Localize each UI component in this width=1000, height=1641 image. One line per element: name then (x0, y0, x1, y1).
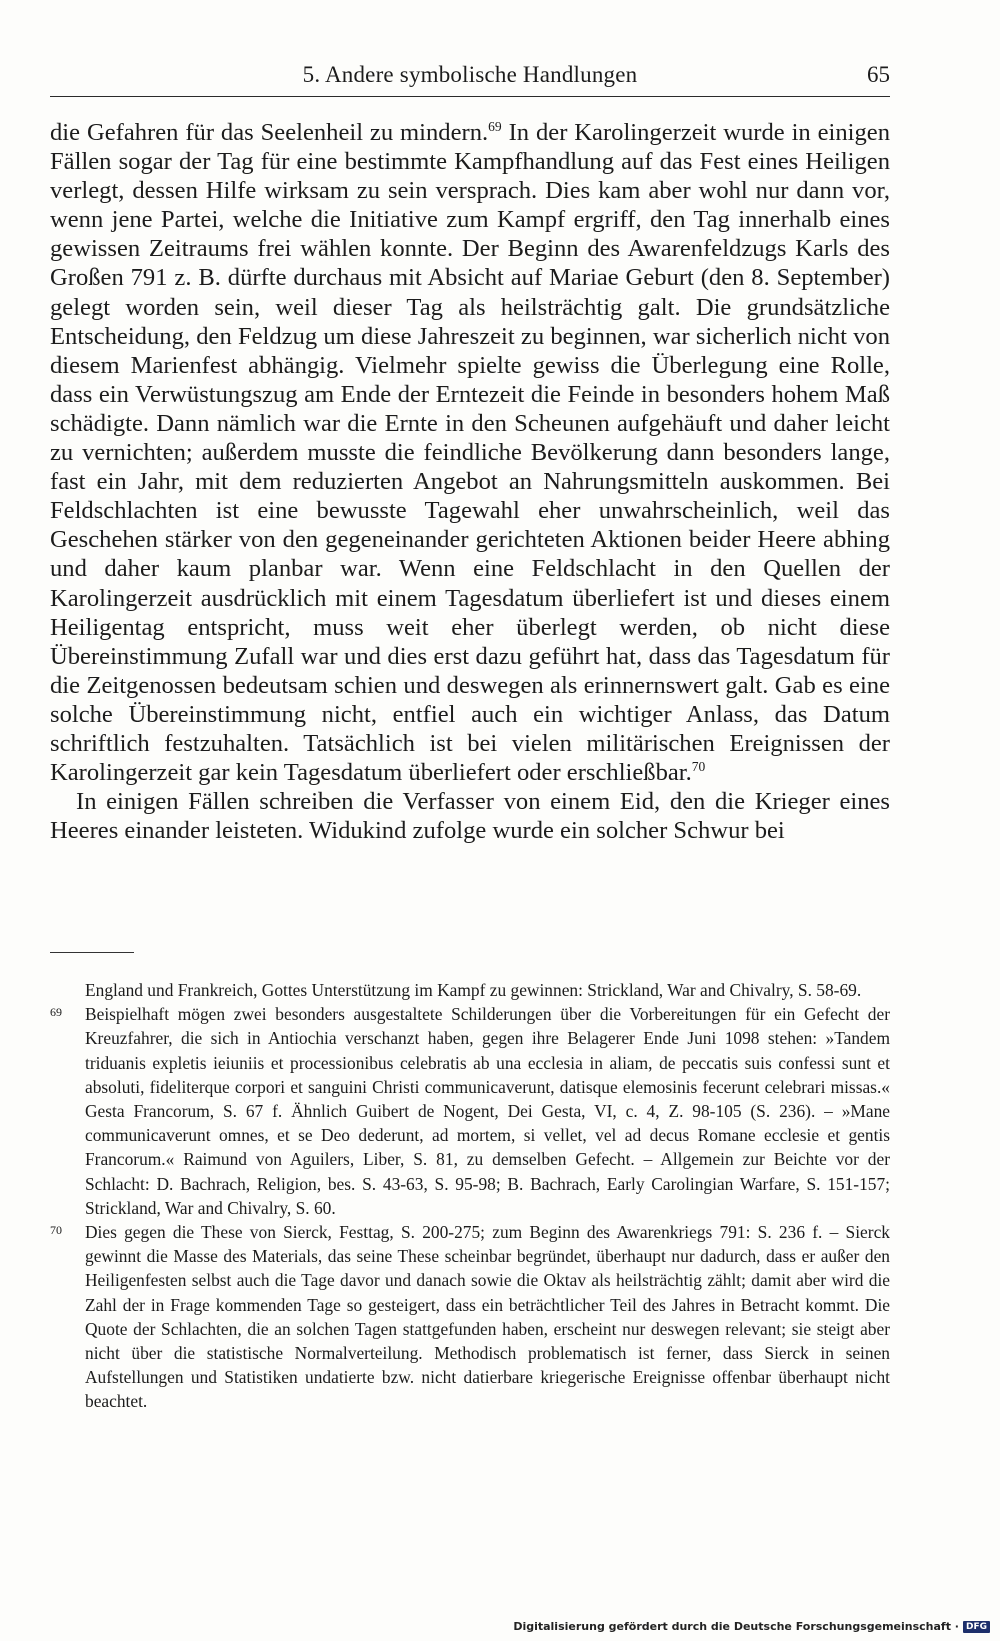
credit-text: Digitalisierung gefördert durch die Deutsche Forschungsgemeinschaft · (513, 1620, 959, 1633)
running-head (50, 62, 890, 97)
footnote-text: Dies gegen die These von Sierck, Festtag, S. 200-275; zum Beginn des Awarenkriegs 791: S. 236 f. – Sierck gewinnt die Masse des Materials, das seine These scheinbar begründet, überhaupt nur dadurch, dass er außer den Heiligenfesten selbst auch die Tage davor und danach sowie die Oktav als heilsträchtig zählt; damit aber wird die Zahl der in Frage kommenden Tage so gesteigert, dass ein beträchtlicher Teil des Jahres in Betracht kommt. Die Quote der Schlachten, die an solchen Tagen stattgefunden haben, erscheint nur deswegen relevant; sie steigt aber nicht über die statistische Normalverteilung. Methodisch problematisch ist ferner, dass Sierck in seinen Aufstellungen und Statistiken undatierte bzw. nicht datierbare kriegerische Ereignisse offenbar überhaupt nicht beachtet. (85, 1222, 890, 1412)
footnote-70 (50, 1220, 890, 1414)
footnote-separator (50, 952, 134, 953)
main-text (50, 118, 890, 845)
footnote-69 (50, 1002, 890, 1220)
footnote-text: Beispielhaft mögen zwei besonders ausgestaltete Schilderungen über die Vorbereitungen für ein Gefecht der Kreuzfahrer, die sich in Antiochia verschanzt haben, gegen ihre Belagerer Ende Juni 1098 stehen: »Tandem triduanis expletis ieiuniis et processionibus celebratis ab una ecclesia in aliam, de peccatis suis confessi sunt et absoluti, fideliterque corpori et sanguini Christi communicaverunt, datisque elemosinis fecerunt celebrari missas.« Gesta Francorum, S. 67 f. Ähnlich Guibert de Nogent, Dei Gesta, VI, c. 4, Z. 98-105 (S. 236). – »Mane communicaverunt omnes, et se Deo dederunt, ad mortem, si vellet, vel ad decus Romane ecclesie et gentis Francorum.« Raimund von Aguilers, Liber, S. 81, zu demselben Gefecht. – Allgemein zur Beichte vor der Schlacht: D. Bachrach, Religion, bes. S. 43-63, S. 95-98; B. Bachrach, Early Carolingian Warfare, S. 151-157; Strickland, War and Chivalry, S. 60. (85, 1004, 890, 1218)
footnote-continuation: England und Frankreich, Gottes Unterstützung im Kampf zu gewinnen: Strickland, War and Chivalry, S. 58-69. (85, 980, 862, 1000)
dfg-logo-icon: DFG (963, 1621, 990, 1633)
paragraph-text: In einigen Fällen schreiben die Verfasser von einem Eid, den die Krieger eines Heeres einander leisteten. Widukind zufolge wurde ein solcher Schwur bei (50, 788, 890, 845)
section-title: 5. Andere symbolische Handlungen (302, 62, 638, 87)
footnote-ref-69: 69 (488, 119, 502, 135)
page-number: 65 (867, 62, 890, 87)
paragraph-text: die Gefahren für das Seelenheil zu mindern. (50, 119, 489, 146)
footnote-number: 69 (50, 1005, 62, 1020)
digitization-credit (513, 1620, 990, 1633)
footnote-number: 70 (50, 1223, 62, 1238)
footnote-ref-70: 70 (691, 759, 706, 775)
paragraph-text: In der Karolingerzeit wurde in einigen Fällen sogar der Tag für eine bestimmte Kampfhandlung auf das Fest eines Heiligen verlegt, dessen Hilfe wirksam zu sein versprach. Dies kam aber wohl nur dann vor, wenn jene Partei, welche die Initiative zum Kampf ergriff, den Tag innerhalb eines gewissen Zeitraums frei wählen konnte. Der Beginn des Awarenfeldzugs Karls des Großen 791 z. B. dürfte durchaus mit Absicht auf Mariae Geburt (den 8. September) gelegt worden sein, weil dieser Tag als heilsträchtig galt. Die grundsätzliche Entscheidung, den Feldzug um diese Jahreszeit zu beginnen, war sicherlich nicht von diesem Marienfest abhängig. Vielmehr spielte gewiss die Überlegung eine Rolle, dass ein Verwüstungszug am Ende der Erntezeit die Feinde in besonders hohem Maß schädigte. Dann nämlich war die Ernte in den Scheunen aufgehäuft und daher leicht zu vernichten; außerdem musste die feindliche Bevölkerung dann besonders lange, fast ein Jahr, mit dem reduzierten Angebot an Nahrungsmitteln auskommen. Bei Feldschlachten ist eine bewusste Tagewahl eher unwahrscheinlich, weil das Geschehen stärker von den gegeneinander gerichteten Aktionen beider Heere abhing und daher kaum planbar war. Wenn eine Feldschlacht in den Quellen der Karolingerzeit ausdrücklich mit einem Tagesdatum überliefert ist und dieses einem Heiligentag entspricht, muss weit eher überlegt werden, ob nicht diese Übereinstimmung Zufall war und dies erst dazu geführt hat, dass das Tagesdatum für die Zeitgenossen bedeutsam schien und deswegen als erinnernswert galt. Gab es eine solche Übereinstimmung nicht, entfiel auch ein wichtiger Anlass, das Datum schriftlich festzuhalten. Tatsächlich ist bei vielen militärischen Ereignissen der Karolingerzeit gar kein Tagesdatum überliefert oder erschließbar. (50, 119, 890, 787)
footnotes (50, 978, 890, 1414)
paragraph-1 (50, 118, 890, 787)
paragraph-2 (50, 787, 890, 845)
